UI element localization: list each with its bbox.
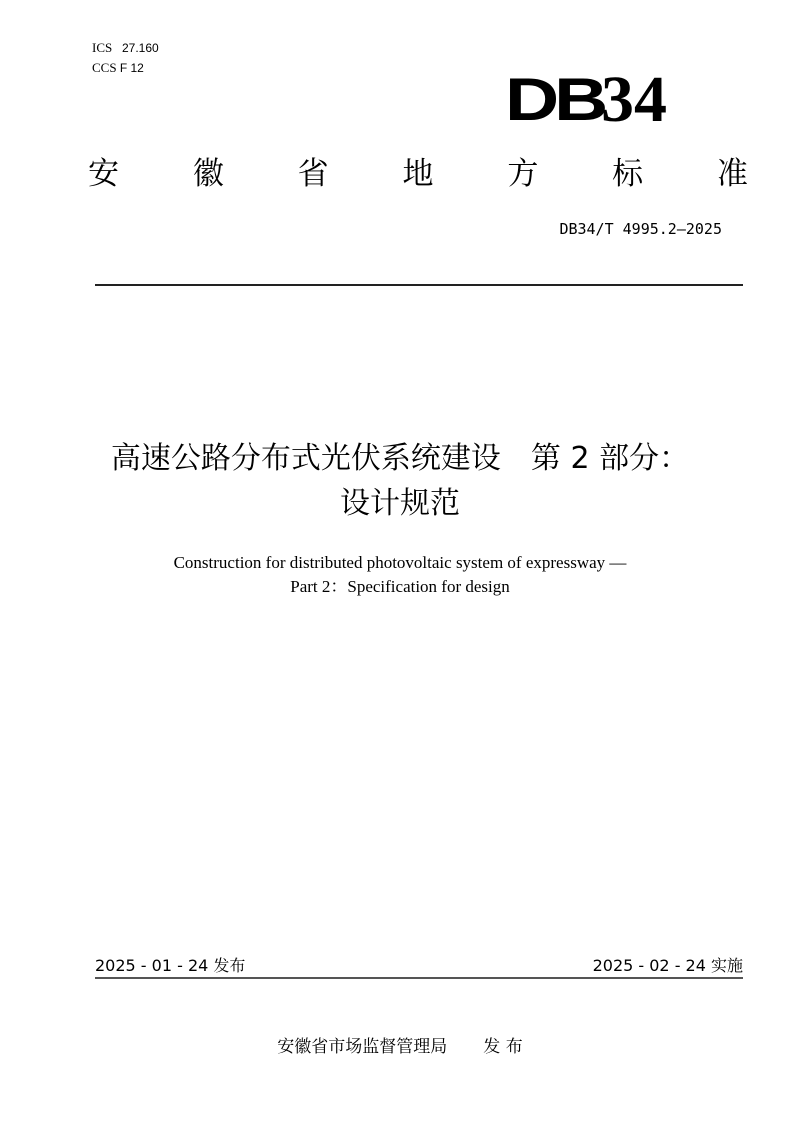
english-title-line2: Part 2：Specification for design	[290, 577, 510, 596]
ics-code: 27.160	[121, 41, 159, 55]
ccs-line	[92, 58, 159, 78]
standard-type-char: 地	[402, 156, 434, 192]
issuer-name: 安徽省市场监督管理局	[277, 1037, 448, 1057]
english-title-line1: Construction for distributed photovoltaic system of expressway —	[173, 553, 627, 572]
standard-type-char: 省	[297, 156, 329, 192]
top-divider	[95, 284, 743, 286]
standard-type-heading	[88, 152, 748, 196]
standard-type-char: 准	[716, 156, 748, 192]
standard-type-char: 方	[507, 156, 539, 192]
logo-number: 34	[601, 63, 667, 136]
release-date: 2025 - 01 - 24 发布	[95, 956, 246, 975]
standard-type-char: 标	[612, 156, 644, 192]
chinese-title-line2: 设计规范	[340, 486, 460, 521]
chinese-title-line1: 高速公路分布式光伏系统建设 第 2 部分：	[110, 441, 690, 476]
logo-letters: DB	[505, 66, 604, 133]
standard-number: DB34/T 4995.2—2025	[559, 220, 722, 238]
english-title	[0, 551, 800, 599]
standard-type-char: 徽	[192, 156, 224, 192]
issuer-action: 发 布	[483, 1037, 523, 1057]
bottom-divider	[95, 977, 743, 979]
ics-line	[92, 38, 159, 58]
chinese-title	[0, 436, 800, 526]
implementation-date: 2025 - 02 - 24 实施	[592, 956, 743, 975]
classification-codes	[92, 38, 159, 78]
ics-label: ICS	[92, 40, 113, 55]
issuer-line	[0, 1034, 800, 1060]
ccs-code: F 12	[119, 61, 144, 75]
ccs-label: CCS	[92, 60, 117, 75]
db34-logo	[505, 63, 667, 136]
date-row	[95, 954, 743, 978]
standard-type-char: 安	[88, 156, 119, 192]
